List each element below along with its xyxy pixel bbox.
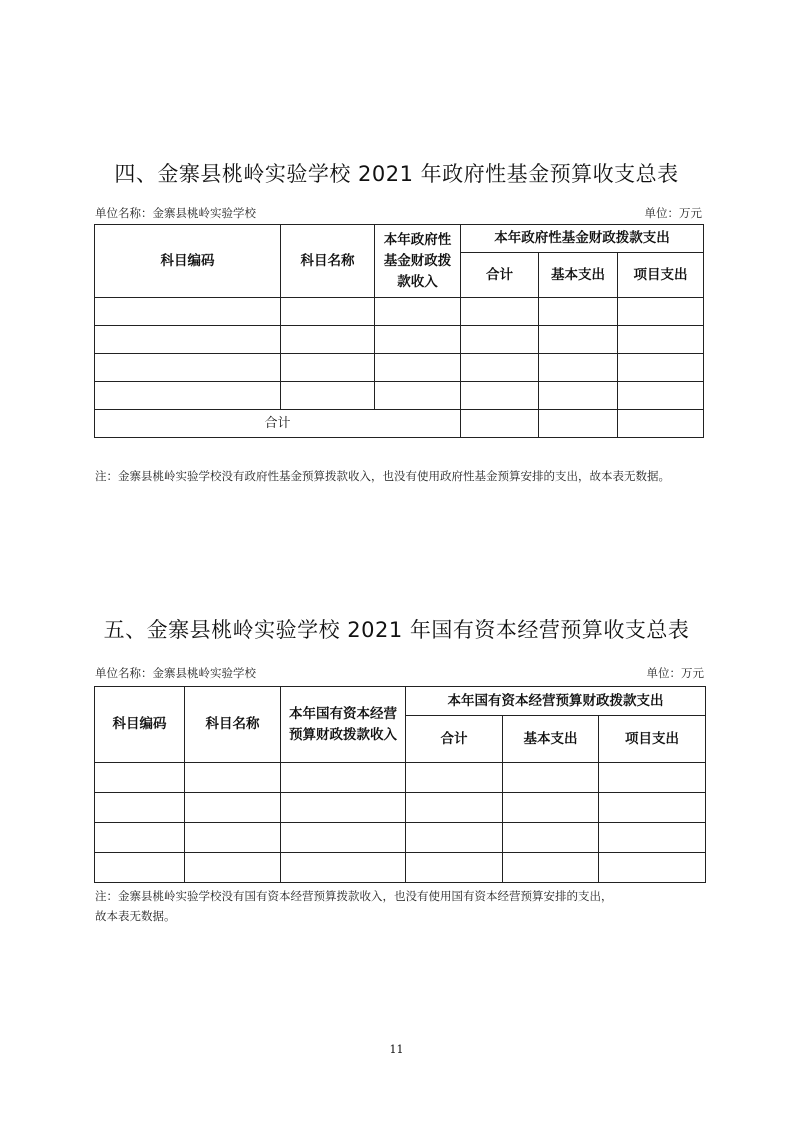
page-number: 11: [389, 1043, 404, 1056]
header-expense-group: 本年政府性基金财政拨款支出: [461, 225, 704, 253]
table-row: [95, 382, 704, 410]
header-project: 项目支出: [599, 716, 706, 763]
header-name: 科目名称: [281, 225, 375, 298]
section5-unit: 单位：万元: [646, 666, 704, 680]
header-income: 本年政府性基金财政拨款收入: [375, 225, 461, 298]
table-row: [95, 326, 704, 354]
header-code: 科目编码: [95, 225, 281, 298]
table-row: [95, 298, 704, 326]
header-code: 科目编码: [95, 687, 185, 763]
section5-table: [94, 686, 706, 883]
header-total: 合计: [461, 253, 539, 298]
table-row: [95, 853, 706, 883]
section5-unit-name: 单位名称：金寨县桃岭实验学校: [95, 666, 256, 680]
header-basic: 基本支出: [503, 716, 599, 763]
section5-note-line1: 注：金寨县桃岭实验学校没有国有资本经营预算拨款收入，也没有使用国有资本经营预算安排的支出，: [95, 889, 613, 903]
header-name: 科目名称: [185, 687, 281, 763]
section4-title: 四、金寨县桃岭实验学校 2021 年政府性基金预算收支总表: [114, 162, 679, 186]
table-row: [95, 793, 706, 823]
section5-title: 五、金寨县桃岭实验学校 2021 年国有资本经营预算收支总表: [103, 618, 690, 642]
section4-note: 注：金寨县桃岭实验学校没有政府性基金预算拨款收入，也没有使用政府性基金预算安排的支出，故本表无数据。: [95, 469, 670, 483]
total-label: 合计: [95, 410, 461, 438]
section5-note-line2: 故本表无数据。: [95, 909, 176, 923]
section4-unit: 单位：万元: [644, 206, 702, 220]
table-row: [95, 763, 706, 793]
header-income: 本年国有资本经营预算财政拨款收入: [281, 687, 406, 763]
section4-table: [94, 224, 704, 438]
header-expense-group: 本年国有资本经营预算财政拨款支出: [406, 687, 706, 716]
table-row: [95, 354, 704, 382]
header-basic: 基本支出: [539, 253, 618, 298]
header-project: 项目支出: [618, 253, 704, 298]
table-row: [95, 823, 706, 853]
header-total: 合计: [406, 716, 503, 763]
total-row: [95, 410, 704, 438]
section5-note: [95, 886, 715, 926]
section4-unit-name: 单位名称：金寨县桃岭实验学校: [95, 206, 256, 220]
